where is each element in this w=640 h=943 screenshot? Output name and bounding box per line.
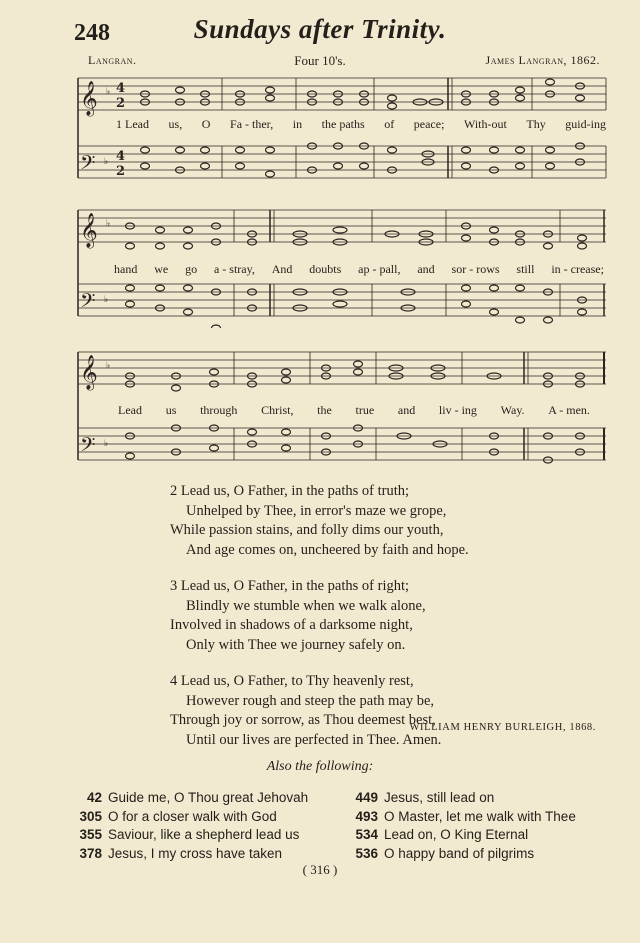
hymn-ref-title: O happy band of pilgrims — [384, 845, 535, 861]
svg-text:𝄢: 𝄢 — [80, 289, 96, 317]
also-list-right — [348, 789, 576, 863]
stanza-line: While passion stains, and folly dims our youth, — [170, 522, 444, 538]
hymn-ref-title: Lead on, O King Eternal — [384, 827, 529, 842]
svg-text:♭: ♭ — [104, 157, 109, 167]
list-item — [348, 826, 576, 845]
svg-text:4: 4 — [116, 81, 126, 96]
hymn-ref-title: Guide me, O Thou great Jehovah — [108, 790, 309, 805]
hymn-number: 248 — [74, 20, 110, 46]
lyric: and — [417, 262, 435, 276]
lyric: doubts — [309, 262, 342, 276]
page-number: ( 316 ) — [302, 862, 338, 877]
svg-text:4: 4 — [116, 149, 126, 164]
hymn-ref-number: 536 — [355, 845, 378, 861]
stanza-3 — [170, 577, 590, 655]
stanza-line: 3 Lead us, O Father, in the paths of right; — [170, 578, 410, 594]
lyric: ap - pall, — [358, 262, 401, 276]
lyric: and — [397, 403, 416, 417]
stanza-line: 2 Lead us, O Father, in the paths of truth; — [170, 483, 410, 499]
hymn-ref-number: 493 — [355, 808, 378, 824]
lyric: Way. — [500, 403, 525, 417]
stanza-line: Through joy or sorrow, as Thou deemest best, — [170, 712, 436, 728]
stanza-line: Only with Thee we journey safely on. — [186, 636, 406, 653]
lyric: in — [292, 117, 303, 131]
hymn-ref-number: 355 — [79, 827, 102, 842]
lyric: O — [201, 117, 211, 131]
hymn-ref-number: 305 — [79, 808, 102, 824]
lyric: guid-ing — [565, 117, 606, 131]
lyric: Christ, — [261, 403, 294, 417]
list-item — [72, 845, 308, 864]
lyric: Fa - ther, — [230, 117, 274, 131]
lyric: of — [384, 117, 395, 131]
stanza-line: 4 Lead us, O Father, to Thy heavenly rest, — [170, 673, 414, 689]
lyric: the paths — [321, 117, 365, 131]
composer: James Langran, 1862. — [485, 53, 600, 67]
svg-text:♭: ♭ — [106, 361, 111, 371]
lyric: With-out — [463, 117, 507, 131]
lyric: true — [355, 403, 375, 417]
hymn-ref-title: Jesus, still lead on — [384, 790, 495, 805]
stanza-line: Unhelped by Thee, in error's maze we grope, — [186, 502, 447, 519]
hymn-ref-number: 449 — [355, 790, 378, 805]
lyric: Lead — [118, 403, 142, 417]
hymn-ref-title: Saviour, like a shepherd lead us — [108, 827, 300, 842]
lyric: a - stray, — [213, 262, 255, 276]
lyric: A - men. — [548, 403, 590, 417]
lyric: still — [516, 262, 535, 276]
lyric: go — [185, 262, 198, 276]
svg-text:♭: ♭ — [106, 87, 111, 97]
stanza-4 — [170, 672, 590, 750]
hymn-ref-title: O Master, let me walk with Thee — [384, 808, 576, 824]
lyric: peace; — [413, 117, 445, 131]
lyric: the — [317, 403, 332, 417]
lyrics-line-2 — [114, 262, 604, 277]
list-item — [72, 808, 308, 827]
lyric: in - crease; — [551, 262, 604, 276]
svg-text:𝄞: 𝄞 — [80, 81, 98, 116]
lyric: we — [154, 262, 169, 276]
list-item — [348, 808, 576, 827]
svg-text:𝄞: 𝄞 — [80, 213, 98, 248]
list-item — [72, 789, 308, 808]
lyric: liv - ing — [438, 403, 477, 417]
svg-text:♭: ♭ — [106, 219, 111, 229]
lyric: us, — [168, 117, 183, 131]
lyrics-line-1 — [116, 117, 606, 132]
stanza-line: Blindly we stumble when we walk alone, — [186, 597, 426, 614]
svg-text:𝄢: 𝄢 — [80, 151, 96, 179]
stanza-line: Until our lives are perfected in Thee. Amen. — [186, 731, 442, 748]
also-list-left — [72, 789, 308, 863]
author: WILLIAM HENRY BURLEIGH, 1868. — [409, 722, 596, 733]
svg-text:♭: ♭ — [104, 439, 109, 449]
hymn-ref-number: 378 — [79, 845, 102, 861]
stanza-2 — [170, 482, 590, 560]
also-heading: Also the following: — [266, 759, 374, 774]
svg-text:𝄞: 𝄞 — [80, 355, 98, 390]
svg-text:♭: ♭ — [104, 295, 109, 305]
stanza-line: Involved in shadows of a darksome night, — [170, 617, 413, 633]
lyric: through — [200, 403, 238, 417]
svg-text:2: 2 — [116, 96, 126, 111]
lyrics-line-3 — [118, 403, 590, 418]
stanza-line: However rough and steep the path may be, — [186, 692, 435, 709]
tune-name: Langran. — [88, 53, 137, 67]
svg-text:2: 2 — [116, 164, 126, 179]
season-heading: Sundays after Trinity. — [193, 14, 447, 44]
hymn-ref-number: 534 — [355, 827, 378, 842]
hymn-ref-title: O for a closer walk with God — [108, 808, 277, 824]
svg-text:𝄢: 𝄢 — [80, 433, 96, 461]
lyric: us — [165, 403, 177, 417]
meter: Four 10's. — [294, 53, 346, 68]
stanza-line: And age comes on, uncheered by faith and hope. — [186, 541, 469, 558]
lyric: hand — [114, 262, 138, 276]
lyric: sor - rows — [451, 262, 500, 276]
lyric: Thy — [526, 117, 546, 131]
list-item — [348, 845, 576, 864]
list-item — [72, 826, 308, 845]
lyric: And — [271, 262, 293, 276]
lyric: 1 Lead — [116, 117, 149, 131]
hymn-ref-title: Jesus, I my cross have taken — [108, 845, 283, 861]
hymn-ref-number: 42 — [86, 790, 102, 805]
list-item — [348, 789, 576, 808]
